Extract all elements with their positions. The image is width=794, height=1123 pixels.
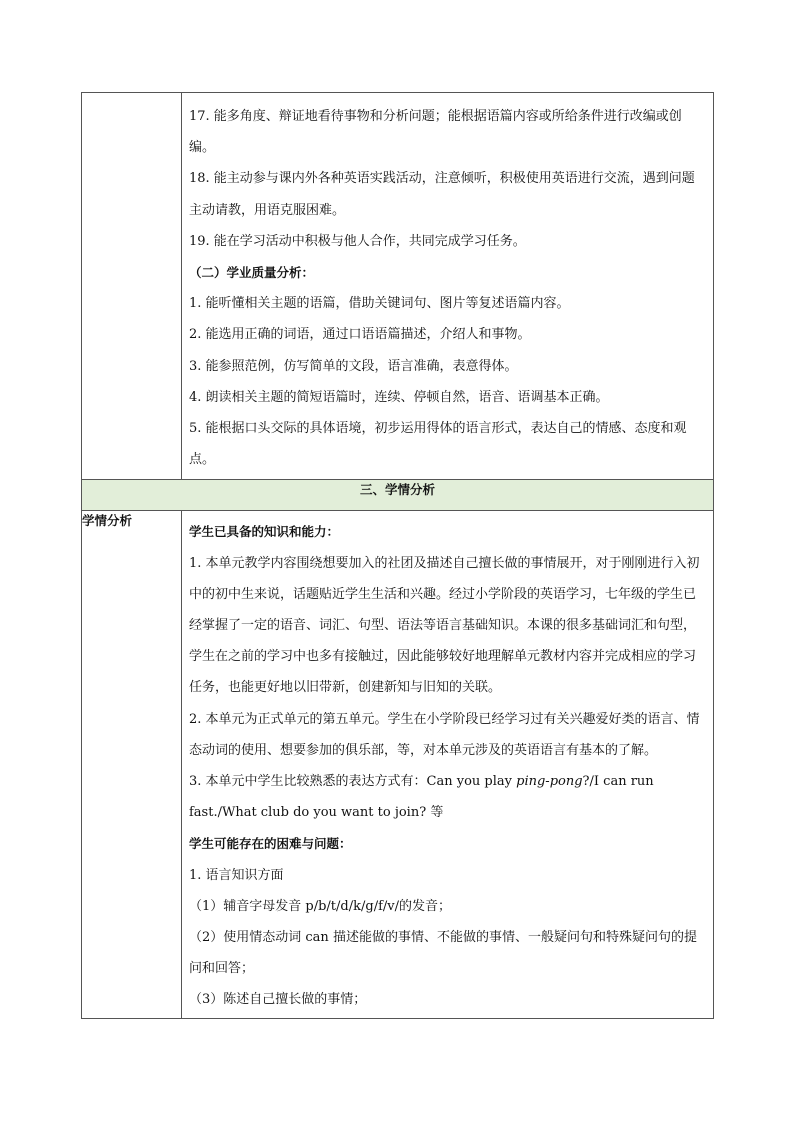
section-header-row bbox=[82, 480, 714, 511]
quality-heading: （二）学业质量分析： bbox=[189, 265, 315, 281]
problem-item: （1）辅音字母发音 p/b/t/d/k/g/f/v/的发音； bbox=[189, 898, 451, 914]
objective-item: 19. 能在学习活动中积极与他人合作，共同完成学习任务。 bbox=[189, 233, 526, 249]
quality-item: 5. 能根据口头交际的具体语境，初步运用得体的语言形式，表达自己的情感、态度和观点。 bbox=[189, 421, 687, 468]
empty-label-cell bbox=[82, 93, 182, 480]
problem-item: （3）陈述自己擅长做的事情； bbox=[189, 992, 367, 1008]
known-heading: 学生已具备的知识和能力： bbox=[189, 524, 340, 540]
quality-item: 2. 能选用正确的词语，通过口语语篇描述，介绍人和事物。 bbox=[189, 327, 531, 343]
known-item bbox=[189, 766, 707, 828]
analysis-row bbox=[82, 511, 714, 1018]
quality-item: 3. 能参照范例，仿写简单的文段，语言准确，表意得体。 bbox=[189, 358, 518, 374]
objectives-cell bbox=[182, 93, 714, 480]
analysis-label: 学情分析 bbox=[82, 511, 182, 1018]
item3-suffix: ?/I can run fast./What club do you want to join? 等 bbox=[189, 774, 654, 821]
item3-prefix: 3. 本单元中学生比较熟悉的表达方式有：Can you play bbox=[189, 774, 517, 790]
objective-item: 17. 能多角度、辩证地看待事物和分析问题；能根据语篇内容或所给条件进行改编或创编。 bbox=[189, 109, 682, 156]
objective-item: 18. 能主动参与课内外各种英语实践活动，注意倾听，积极使用英语进行交流，遇到问题主动请教，用语克服困难。 bbox=[189, 171, 695, 218]
section-title: 三、学情分析 bbox=[82, 480, 714, 511]
problem-item: 1. 语言知识方面 bbox=[189, 867, 284, 883]
lesson-plan-table bbox=[81, 92, 714, 1019]
analysis-cell bbox=[182, 511, 714, 1018]
known-item: 2. 本单元为正式单元的第五单元。学生在小学阶段已经学习过有关兴趣爱好类的语言、情态动词的使用、想要参加的俱乐部，等，对本单元涉及的英语语言有基本的了解。 bbox=[189, 711, 700, 758]
quality-item: 4. 朗读相关主题的简短语篇时，连续、停顿自然，语音、语调基本正确。 bbox=[189, 389, 609, 405]
known-item: 1. 本单元教学内容围绕想要加入的社团及描述自己擅长做的事情展开，对于刚刚进行入初中的初中生来说，话题贴近学生生活和兴趣。经过小学阶段的英语学习，七年级的学生已经掌握了一定的语音、词汇、句型、语法等语言基础知识。本课的很多基础词汇和句型，学生在之前的学习中也多有接触过，因此能够较好地理解单元教材内容并完成相应的学习任务，也能更好地以旧带新，创建新知与旧知的关联。 bbox=[189, 555, 700, 696]
problem-item: （2）使用情态动词 can 描述能做的事情、不能做的事情、一般疑问句和特殊疑问句的提问和回答； bbox=[189, 930, 697, 977]
quality-item: 1. 能听懂相关主题的语篇，借助关键词句、图片等复述语篇内容。 bbox=[189, 296, 570, 312]
item3-italic: ping-pong bbox=[516, 774, 583, 790]
objectives-row bbox=[82, 93, 714, 480]
problem-heading: 学生可能存在的困难与问题： bbox=[189, 836, 352, 852]
